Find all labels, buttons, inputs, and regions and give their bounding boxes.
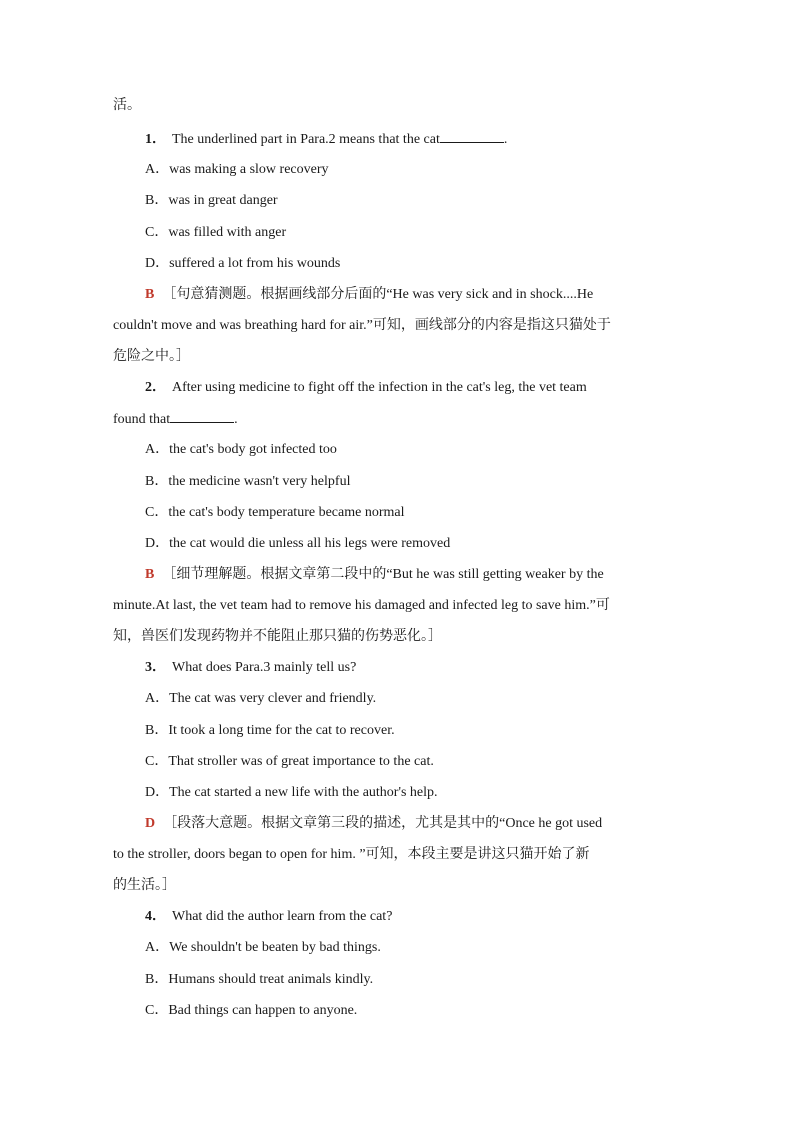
explanation-line: B ［句意猜测题。根据画线部分后面的“He was very sick and in shock....He [145, 287, 594, 302]
option-a: A．was making a slow recovery [145, 162, 329, 177]
question-number: 4． [145, 909, 166, 924]
question-3 [145, 659, 356, 677]
question-stem: What does Para.3 mainly tell us? [172, 660, 357, 675]
question-number: 3． [145, 660, 166, 675]
explanation-line: 的生活。］ [113, 878, 176, 893]
question-stem-cont: found that . [113, 412, 238, 427]
option-d: D．The cat started a new life with the author's help. [145, 785, 438, 800]
option-b: B．the medicine wasn't very helpful [145, 474, 351, 489]
explanation-line: D ［段落大意题。根据文章第三段的描述，尤其是其中的“Once he got used [145, 816, 603, 831]
question-number: 2． [145, 380, 166, 395]
question-number: 1． [145, 132, 166, 147]
answer-key: B [145, 567, 155, 582]
question-stem: After using medicine to fight off the infection in the cat's leg, the vet team [172, 380, 587, 395]
explanation-line: minute.At last, the vet team had to remove his damaged and infected leg to save him.”可 [113, 598, 610, 613]
answer-blank [440, 130, 504, 143]
question-4 [145, 908, 392, 926]
explanation-line: couldn't move and was breathing hard for air.”可知，画线部分的内容是指这只猫处于 [113, 318, 611, 333]
explanation-line: 危险之中。］ [113, 349, 190, 364]
option-c: C．Bad things can happen to anyone. [145, 1003, 358, 1018]
option-c: C．the cat's body temperature became normal [145, 505, 405, 520]
option-a: A．We shouldn't be beaten by bad things. [145, 940, 381, 955]
option-d: D．suffered a lot from his wounds [145, 256, 341, 271]
question-stem: The underlined part in Para.2 means that the cat [172, 132, 440, 147]
option-a: A．The cat was very clever and friendly. [145, 691, 377, 706]
option-b: B．It took a long time for the cat to recover. [145, 723, 395, 738]
option-c: C．was filled with anger [145, 225, 287, 240]
question-2 [145, 379, 587, 397]
answer-blank [170, 410, 234, 423]
answer-key: B [145, 287, 155, 302]
explanation-line: 知，兽医们发现药物并不能阻止那只猫的伤势恶化。］ [113, 629, 442, 644]
question-stem: What did the author learn from the cat? [172, 909, 393, 924]
explanation-line: B ［细节理解题。根据文章第二段中的“But he was still getting weaker by the [145, 567, 604, 582]
option-d: D．the cat would die unless all his legs were removed [145, 536, 451, 551]
answer-key: D [145, 816, 156, 831]
option-b: B．Humans should treat animals kindly. [145, 972, 374, 987]
option-b: B．was in great danger [145, 193, 278, 208]
option-a: A．the cat's body got infected too [145, 442, 337, 457]
continued-text: 活。 [113, 98, 141, 113]
explanation-line: to the stroller, doors began to open for him. ”可知，本段主要是讲这只猫开始了新 [113, 847, 590, 862]
option-c: C．That stroller was of great importance to the cat. [145, 754, 434, 769]
question-1: 1． The underlined part in Para.2 means that the cat . [145, 132, 508, 147]
